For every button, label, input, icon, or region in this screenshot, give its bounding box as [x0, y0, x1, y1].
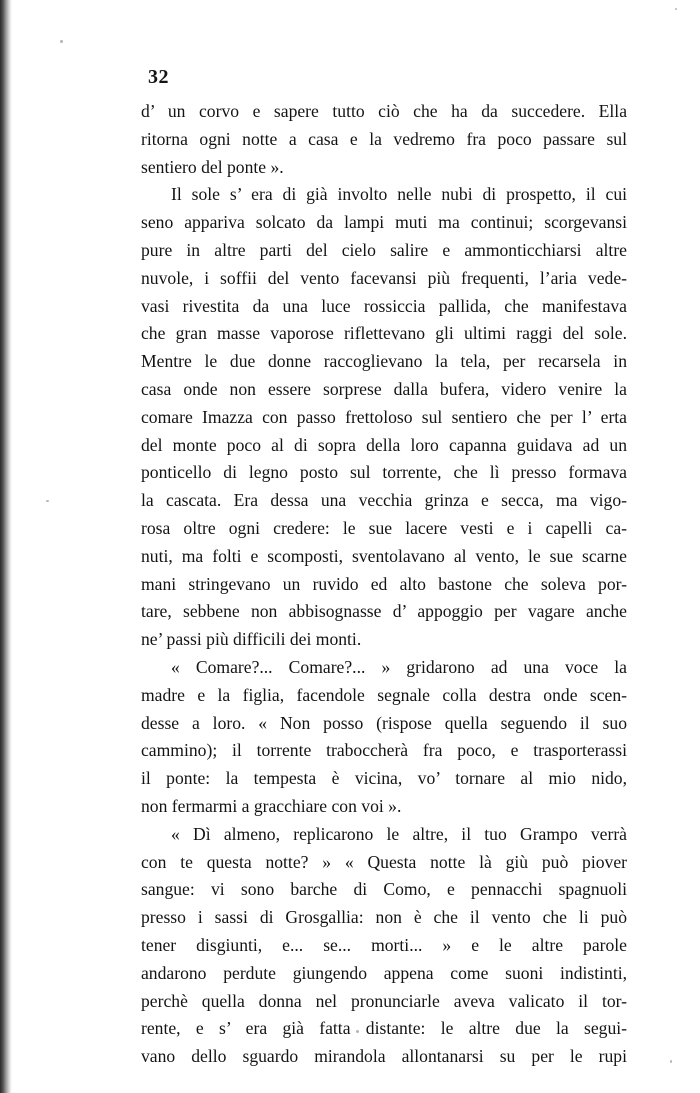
text-line: sangue: vi sono barche di Como, e pennacchi spagnuoli — [141, 879, 627, 900]
text-line: « Dì almeno, replicarono le altre, il tuo Grampo verrà — [171, 823, 627, 844]
text-line: tare, sebbene non abbisognasse d’ appoggio per vagare anche — [141, 601, 627, 622]
text-line: pure in altre parti del cielo salire e ammonticchiarsi altre — [141, 239, 627, 260]
text-line: presso i sassi di Grosgallia: non è che il vento che li può — [141, 907, 627, 928]
text-line: ponticello di legno posto sul torrente, che lì presso formava — [141, 462, 627, 483]
text-line: casa onde non essere sorprese dalla bufera, videro venire la — [141, 378, 627, 399]
paper-speck — [46, 500, 49, 502]
paper-speck — [670, 1060, 672, 1063]
body-text — [141, 98, 627, 1071]
text-line: che gran masse vaporose riflettevano gli ultimi raggi del sole. — [141, 323, 627, 344]
text-line: andarono perdute giungendo appena come suoni indistinti, — [141, 962, 627, 983]
text-line: desse a loro. « Non posso (rispose quella seguendo il suo — [141, 712, 627, 733]
text-line: Mentre le due donne raccoglievano la tela, per recarsela in — [141, 351, 627, 372]
text-line: con te questa notte? » « Questa notte là giù può piover — [141, 851, 627, 872]
text-line: nuvole, i soffii del vento facevansi più frequenti, l’aria vede- — [141, 267, 627, 288]
text-line: il ponte: la tempesta è vicina, vo’ tornare al mio nido, — [141, 768, 627, 789]
text-line: del monte poco al di sopra della loro capanna guidava ad un — [141, 434, 627, 455]
text-line: Il sole s’ era di già involto nelle nubi di prospetto, il cui — [171, 184, 627, 205]
text-line: « Comare?... Comare?... » gridarono ad una voce la — [171, 656, 627, 677]
text-line: nuti, ma folti e scomposti, sventolavano al vento, le sue scarne — [141, 545, 627, 566]
text-line: mani stringevano un ruvido ed alto bastone che soleva por- — [141, 573, 627, 594]
text-line: madre e la figlia, facendole segnale colla destra onde scen- — [141, 684, 627, 705]
text-line: comare Imazza con passo frettoloso sul sentiero che per l’ erta — [141, 406, 627, 427]
text-line: vasi rivestita da una luce rossiccia pallida, che manifestava — [141, 295, 627, 316]
text-line: cammino); il torrente traboccherà fra poco, e trasporterassi — [141, 740, 627, 761]
paper-speck — [675, 8, 677, 10]
page-binding-edge — [0, 0, 12, 1093]
text-line: ritorna ogni notte a casa e la vedremo fra poco passare sul — [141, 128, 627, 149]
text-line: rente, e s’ era già fatta distante: le altre due la segui- — [141, 1018, 627, 1039]
page-number: 32 — [148, 66, 169, 88]
text-line: vano dello sguardo mirandola allontanarsi su per le rupi — [141, 1046, 627, 1067]
text-line: sentiero del ponte ». — [141, 156, 284, 177]
text-line: ne’ passi più difficili dei monti. — [141, 629, 362, 650]
paper-speck — [60, 40, 63, 43]
text-line: la cascata. Era dessa una vecchia grinza e secca, ma vigo- — [141, 490, 627, 511]
text-line: tener disgiunti, e... se... morti... » e le altre parole — [141, 934, 627, 955]
text-line: rosa oltre ogni credere: le sue lacere vesti e i capelli ca- — [141, 517, 627, 538]
text-line: seno appariva solcato da lampi muti ma continui; scorgevansi — [141, 212, 627, 233]
text-line: d’ un corvo e sapere tutto ciò che ha da succedere. Ella — [141, 101, 627, 121]
text-line: non fermarmi a gracchiare con voi ». — [141, 795, 402, 816]
text-line: perchè quella donna nel pronunciarle aveva valicato il tor- — [141, 990, 627, 1011]
